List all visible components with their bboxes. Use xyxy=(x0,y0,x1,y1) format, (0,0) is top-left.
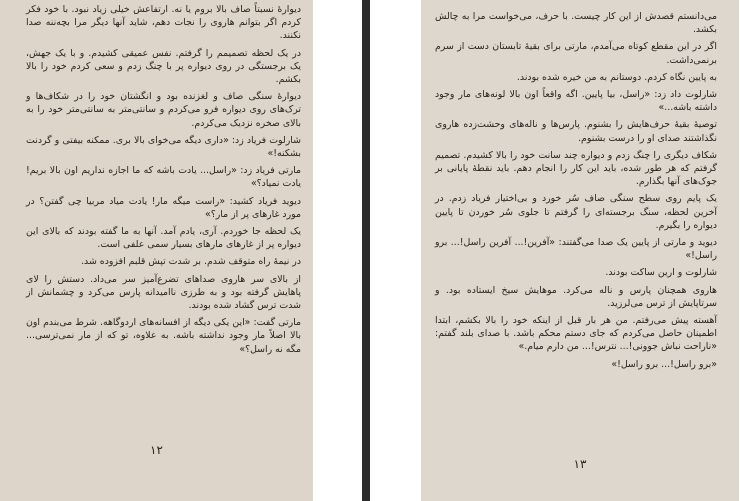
right-page-text xyxy=(435,10,717,371)
paragraph: مارتی گفت: «این یکی دیگه از افسانه‌های اردوگاهه. شرط می‌بندم اون بالا اصلاً مار وجود نداشته باشه. به علاوه، تو که از مار نمی‌ترسی... مگه نه راسل؟» xyxy=(26,317,301,355)
left-page xyxy=(0,0,313,501)
book-gutter-divider xyxy=(362,0,370,501)
paragraph: می‌دانستم قصدش از این کار چیست. با حرف، می‌خواست مرا به چالش بکشد. xyxy=(435,11,717,36)
paragraph: به پایین نگاه کردم. دوستانم به من خیره شده بودند. xyxy=(516,71,717,83)
paragraph: توصیهٔ بقیهٔ حرف‌هایش را بشنوم. پارس‌ها و ناله‌های وحشت‌زده هاروی نگذاشتند صدای او را درست بشنوم. xyxy=(435,119,717,144)
paragraph: دیوارهٔ نسبتاً صاف بالا بروم یا نه. ارتفاعش خیلی زیاد نبود. با خود فکر کردم اگر بتوانم هاروی را نجات دهم، شاید آنها دیگر مرا بچه‌ننه صدا نکنند. xyxy=(26,4,301,42)
paragraph: مارتی فریاد زد: «راسل... یادت باشه که ما اجازه نداریم اون بالا بریم! یادت نمیاد؟» xyxy=(26,165,301,190)
paragraph: آهسته پیش می‌رفتم. من هر بار قبل از اینکه خود را بالا بکشم، ابتدا اطمینان حاصل می‌کردم که جای دستم محکم باشد. با صدای بلند گفتم: «ناراحت نباش جوونی!... نترس!... من دارم میام.» xyxy=(435,315,717,353)
paragraph: شارلوت و ارین ساکت بودند. xyxy=(605,267,717,279)
paragraph: اگر در این مقطع کوتاه می‌آمدم، مارتی برای بقیهٔ تابستان دست از سرم برنمی‌داشت. xyxy=(435,41,717,66)
paragraph: شکاف دیگری را چنگ زدم و دیواره چند سانت خود را بالا کشیدم. تصمیم گرفتم که هر طور شده، باید این کار را انجام دهم. باید نقطهٔ پایانی بر جوک‌های آنها بگذارم. xyxy=(435,149,717,188)
paragraph: «برو راسل!... برو راسل!» xyxy=(611,358,717,370)
paragraph: دیوید و مارتی از پایین یک صدا می‌گفتند: «آفرین!... آفرین راسل!... برو راسل!» xyxy=(435,237,717,262)
left-page-text xyxy=(26,3,301,356)
paragraph: هاروی همچنان پارس و ناله می‌کرد. موهایش سیخ ایستاده بود. و سرتاپایش از ترس می‌لرزید. xyxy=(435,284,717,309)
right-page xyxy=(421,0,739,501)
page-number: ۱۲ xyxy=(150,442,163,457)
paragraph: از بالای سر هاروی صداهای تضرع‌آمیز سر می‌داد. دستش را لای پاهایش گرفته بود و به طرزی ناامیدانه پارس می‌کرد و چشمانش از شدت ترس گشاد شده بودند. xyxy=(26,273,301,312)
paragraph: یک لحظه جا خوردم. آری، یادم آمد. آنها به ما گفته بودند که بالای این دیواره پر از غارهای مارهای بسیار سمی علفی است. xyxy=(26,226,301,251)
paragraph: یک پایم روی سطح سنگی صاف سُر خورد و بی‌اختیار فریاد زدم. در آخرین لحظه، سنگ برجسته‌ای را گرفتم تا جلوی سُر خوردن تا پایین دیواره را بگیرم. xyxy=(435,193,717,231)
paragraph: در نیمهٔ راه متوقف شدم. بر شدت تپش قلبم افزوده شد. xyxy=(81,256,301,268)
paragraph: در یک لحظه تصمیمم را گرفتم. نفس عمیقی کشیدم. و با یک جهش، یک برجستگی در روی دیواره پر با چنگ زدم و سعی کردم خود را بالا بکشم. xyxy=(26,47,301,86)
paragraph: دیوارهٔ سنگی صاف و لغزنده بود و انگشتان خود را در شکاف‌ها و ترک‌های روی دیواره فرو می‌کردم و سانتی‌متر به سانتی‌متر خود را به بالای صخره نزدیک می‌کردم. xyxy=(26,91,301,129)
page-number: ۱۳ xyxy=(573,456,587,471)
paragraph: شارلوت فریاد زد: «داری دیگه می‌خوای بالا بری. ممکنه بیفتی و گردنت بشکنه!» xyxy=(26,134,301,160)
paragraph: دیوید فریاد کشید: «راست میگه مار! یادت میاد مربیا چی گفتن؟ در مورد غارهای پر از مار؟» xyxy=(26,195,301,220)
paragraph: شارلوت داد زد: «راسل، بیا پایین. اگه واقعاً اون بالا لونه‌های مار وجود داشته باشه...» xyxy=(435,89,717,114)
